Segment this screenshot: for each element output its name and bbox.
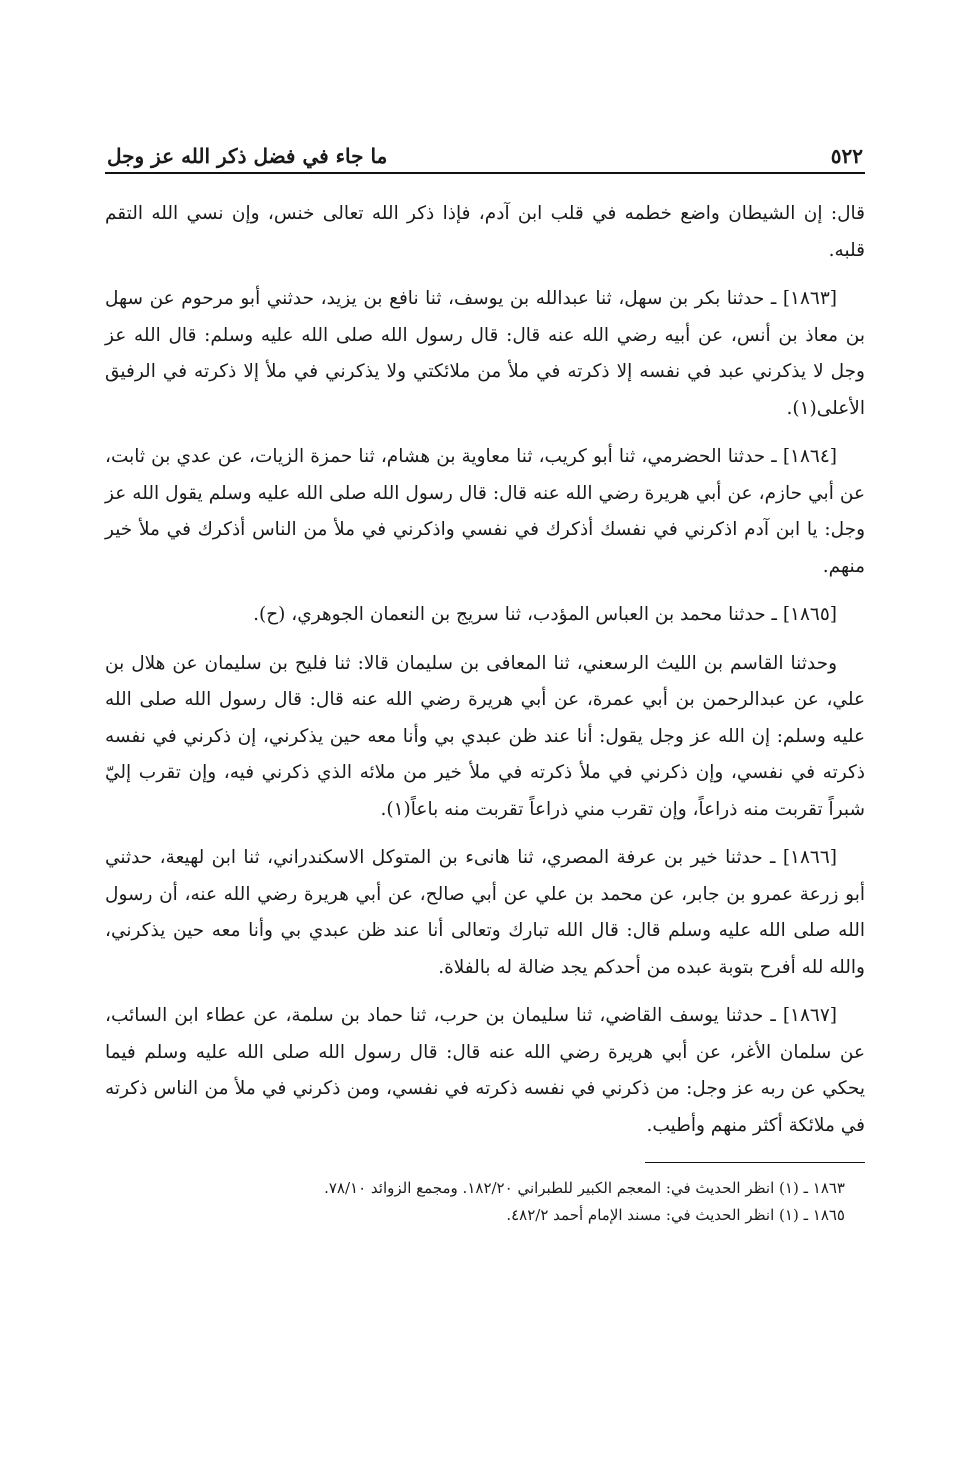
footnote-1863: ١٨٦٣ ـ (١) انظر الحديث في: المعجم الكبير للطبراني ١٨٢/٢٠. ومجمع الزوائد ٧٨/١٠. [324,1179,845,1197]
hadith-number: [١٨٦٥] [782,604,837,625]
footnote-divider [645,1162,865,1163]
hadith-1867 [105,998,865,1144]
hadith-1864 [105,439,865,585]
main-text [105,196,865,1144]
hadith-1865 [105,597,865,634]
paragraph-text: ـ حدثنا يوسف القاضي، ثنا سليمان بن حرب، ثنا حماد بن سلمة، عن عطاء ابن السائب، عن سلمان الأغر، عن أبي هريرة رضي الله عنه قال: قال رسول الله صلى الله عليه وسلم فيما يحكي عن ربه عز وجل: من ذكرني في نفسه ذكرته في نفسي، ومن ذكرني في ملأ من الناس ذكرته في ملائكة أكثر منهم وأطيب. [105,1005,865,1136]
hadith-number: [١٨٦٧] [782,1005,837,1026]
paragraph-text: قال: إن الشيطان واضع خطمه في قلب ابن آدم، فإذا ذكر الله تعالى خنس، وإن نسي الله التقم قلبه. [105,203,865,261]
running-title: ما جاء في فضل ذكر الله عز وجل [107,144,388,168]
hadith-1866 [105,840,865,986]
paragraph-text: ـ حدثنا محمد بن العباس المؤدب، ثنا سريج بن النعمان الجوهري، (ح). [253,604,783,625]
hadith-number: [١٨٦٦] [782,847,837,868]
page-header [105,130,865,174]
hadith-number: [١٨٦٣] [782,288,837,309]
footnote-1865: ١٨٦٥ ـ (١) انظر الحديث في: مسند الإمام أحمد ٤٨٢/٢. [506,1206,845,1224]
paragraph-text: ـ حدثنا الحضرمي، ثنا أبو كريب، ثنا معاوية بن هشام، ثنا حمزة الزيات، عن عدي بن ثابت، عن أبي حازم، عن أبي هريرة رضي الله عنه قال: قال رسول الله صلى الله عليه وسلم يقول الله عز وجل: يا ابن آدم اذكرني في نفسك أذكرك في نفسي واذكرني في ملأ من الناس أذكرك في ملأ خير منهم. [105,446,865,577]
book-page [105,130,865,1229]
hadith-1865-continued [105,646,865,829]
paragraph-text: ـ حدثنا بكر بن سهل، ثنا عبدالله بن يوسف، ثنا نافع بن يزيد، حدثني أبو مرحوم عن سهل بن معاذ بن أنس، عن أبيه رضي الله عنه قال: قال رسول الله صلى الله عليه وسلم: قال الله عز وجل لا يذكرني عبد في نفسه إلا ذكرته في ملأ من ملائكتي ولا يذكرني في ملأ إلا ذكرته في الرفيق الأعلى(١). [105,288,865,419]
hadith-1863 [105,281,865,427]
paragraph-text: ـ حدثنا خير بن عرفة المصري، ثنا هانىء بن المتوكل الاسكندراني، ثنا ابن لهيعة، حدثني أبو زرعة عمرو بن جابر، عن محمد بن علي عن أبي صالح، عن أبي هريرة رضي الله عنه، أن رسول الله صلى الله عليه وسلم قال: قال الله تبارك وتعالى أنا عند ظن عبدي بي وأنا معه حين يذكرني، والله لله أفرح بتوبة عبده من أحدكم يجد ضالة له بالفلاة. [105,847,865,978]
hadith-number: [١٨٦٤] [782,446,837,467]
footnotes [105,1175,865,1229]
paragraph-text: وحدثنا القاسم بن الليث الرسعني، ثنا المعافى بن سليمان قالا: ثنا فليح بن سليمان عن هلال بن علي، عن عبدالرحمن بن أبي عمرة، عن أبي هريرة رضي الله عنه قال: قال رسول الله صلى الله عليه وسلم: إن الله عز وجل يقول: أنا عند ظن عبدي بي وأنا معه حين يذكرني، إن ذكرني في نفسه ذكرته في نفسي، وإن ذكرني في ملأ ذكرته في ملأ خير من ملائه الذي ذكرني فيه، وإن تقرب إليّ شبراً تقربت منه ذراعاً، وإن تقرب مني ذراعاً تقربت منه باعاً(١). [105,652,865,820]
page-number: ٥٢٢ [830,144,863,168]
paragraph-continuation [105,196,865,269]
